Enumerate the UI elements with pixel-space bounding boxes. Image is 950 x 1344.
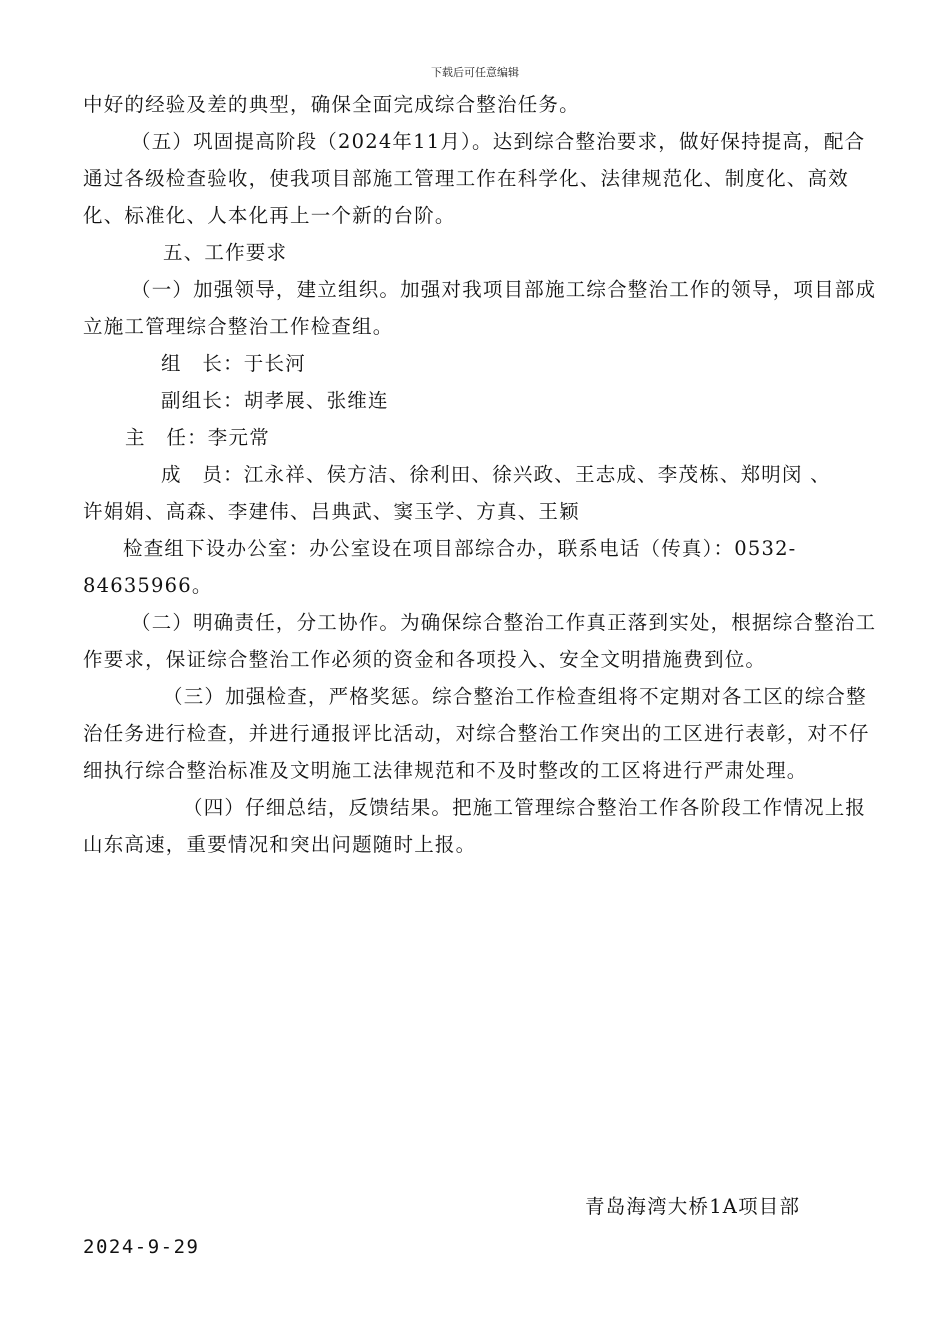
paragraph-responsibility: （二）明确责任，分工协作。为确保综合整治工作真正落到实处，根据综合整治工作要求，保证综合整治工作必须的资金和各项投入、安全文明措施费到位。 — [83, 611, 877, 671]
paragraph-leadership: （一）加强领导，建立组织。加强对我项目部施工综合整治工作的领导，项目部成立施工管理综合整治工作检查组。 — [83, 278, 877, 338]
paragraph-summary: （四）仔细总结，反馈结果。把施工管理综合整治工作各阶段工作情况上报山东高速，重要情况和突出问题随时上报。 — [83, 796, 867, 856]
signature-organization: 青岛海湾大桥1A项目部 — [585, 1195, 801, 1218]
paragraph-office: 检查组下设办公室：办公室设在项目部综合办，联系电话（传真）：0532-84635966。 — [83, 537, 797, 597]
document-date: 2024-9-29 — [83, 1236, 200, 1258]
paragraph-consolidation-stage: （五）巩固提高阶段（2024年11月）。达到综合整治要求，做好保持提高，配合通过各级检查验收，使我项目部施工管理工作在科学化、法律规范化、制度化、高效化、标准化、人本化再上一个新的台阶。 — [83, 130, 866, 227]
roster-leader: 组 长：于长河 — [161, 352, 306, 375]
document-body — [83, 86, 878, 863]
section-heading-work-requirements: 五、工作要求 — [163, 241, 288, 264]
page-header-note: 下载后可任意编辑 — [431, 66, 519, 79]
paragraph-continuation: 中好的经验及差的典型，确保全面完成综合整治任务。 — [83, 93, 580, 116]
roster-members-line1: 成 员：江永祥、侯方洁、徐利田、徐兴政、王志成、李茂栋、郑明闵 、 — [161, 463, 831, 486]
roster-director: 主 任：李元常 — [125, 426, 270, 449]
roster-members-line2: 许娟娟、高森、李建伟、吕典武、窦玉学、方真、王颖 — [83, 500, 580, 523]
roster-deputy: 副组长：胡孝展、张维连 — [161, 389, 389, 412]
paragraph-inspection: （三）加强检查，严格奖惩。综合整治工作检查组将不定期对各工区的综合整治任务进行检查，并进行通报评比活动，对综合整治工作突出的工区进行表彰，对不仔细执行综合整治标准及文明施工法律规范和不及时整改的工区将进行严肃处理。 — [83, 685, 870, 782]
